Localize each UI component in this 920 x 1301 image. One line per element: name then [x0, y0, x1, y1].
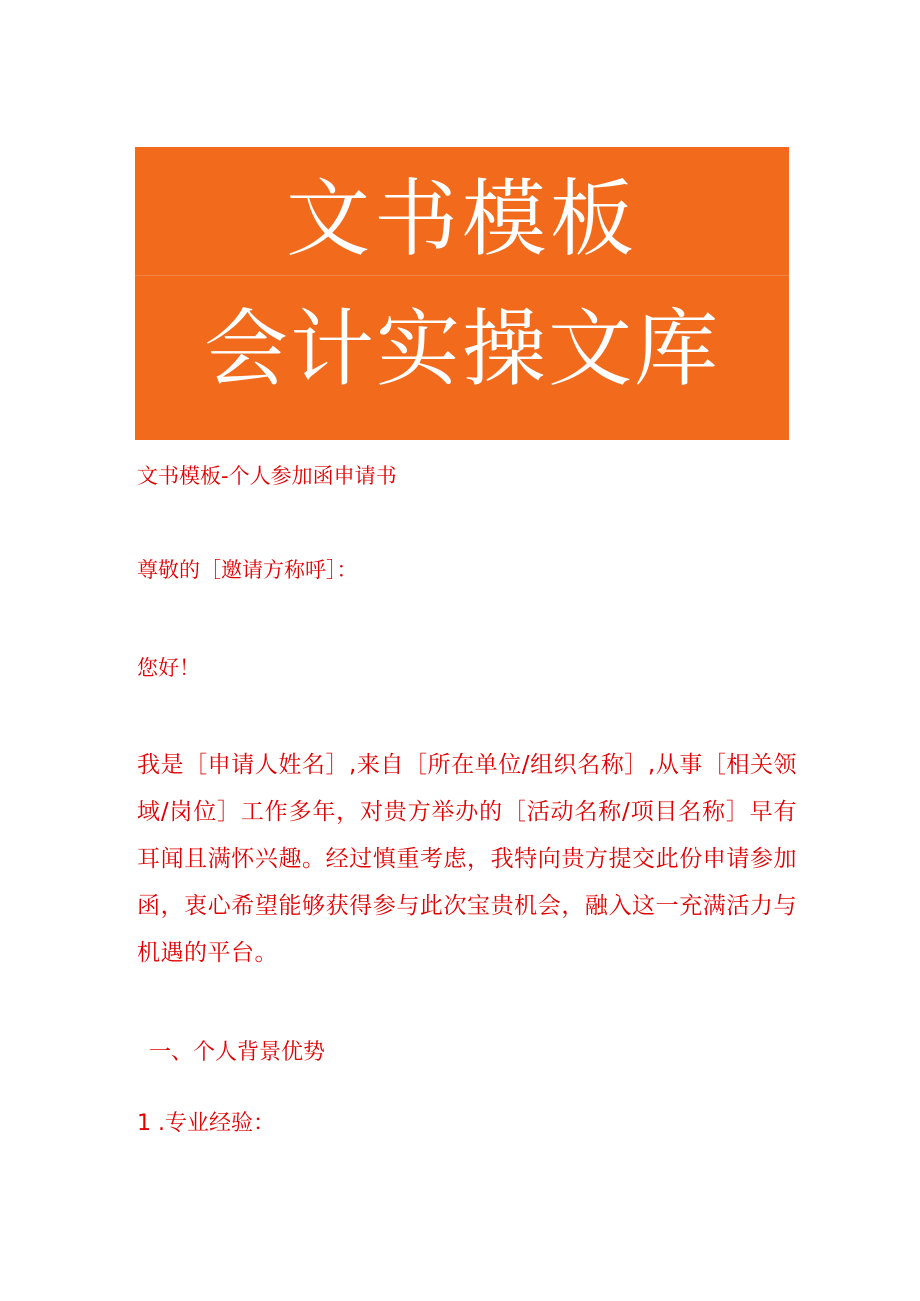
subheading: 1 .专业经验：	[137, 1111, 275, 1136]
banner-title-line-2: 会计实操文库	[203, 300, 720, 398]
document-title: 文书模板-个人参加函申请书	[137, 464, 397, 488]
banner-title-line-1: 文书模板	[285, 170, 638, 268]
section-heading: 一、个人背景优势	[149, 1040, 326, 1065]
intro-paragraph: 我是［申请人姓名］,来自［所在单位/组织名称］,从事［相关领域/岗位］工作多年，对贵方举办的［活动名称/项目名称］早有耳闻且满怀兴趣。经过慎重考虑，我特向贵方提交此份申请参加函，衷心希望能够获得参与此次宝贵机会，融入这一充满活力与机遇的平台。	[137, 752, 797, 966]
title-banner	[135, 147, 789, 440]
greeting: 您好！	[137, 656, 200, 680]
salutation: 尊敬的［邀请方称呼］：	[137, 558, 358, 582]
banner-divider	[135, 275, 789, 276]
